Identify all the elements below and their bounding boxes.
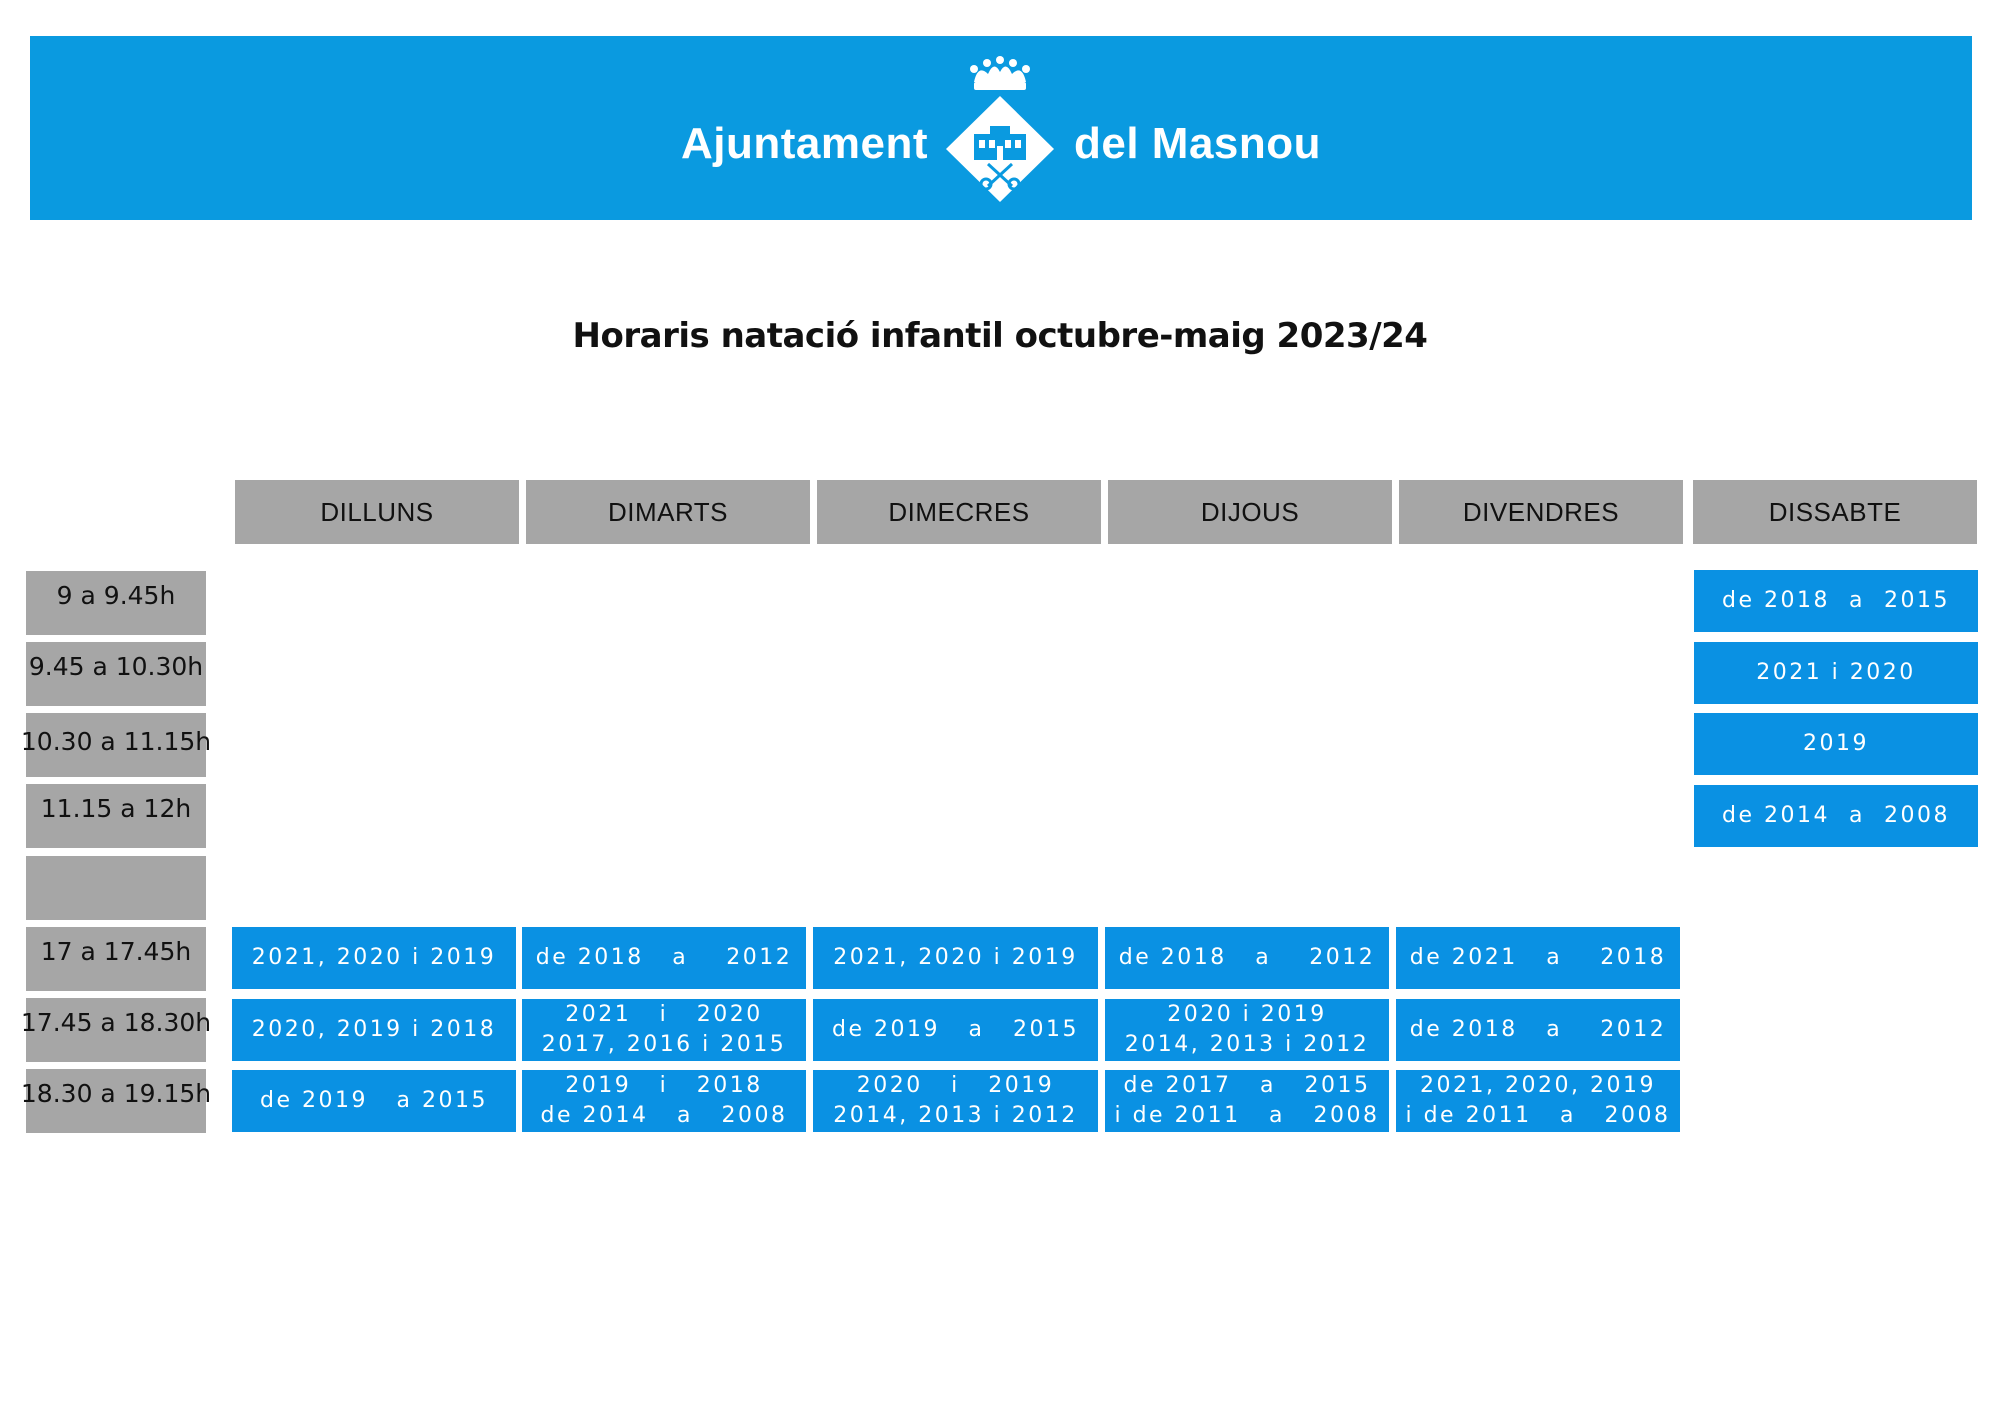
day-header-monday: DILLUNS <box>235 480 519 544</box>
session-cell-monday: 2020, 2019 i 2018 <box>232 999 516 1061</box>
session-cell-monday: de 2019 a 2015 <box>232 1070 516 1132</box>
session-cell-wednesday: de 2019 a 2015 <box>813 999 1098 1061</box>
session-cell-thursday: 2020 i 2019 2014, 2013 i 2012 <box>1105 999 1389 1061</box>
brand-name-left: Ajuntament <box>681 119 928 168</box>
session-cell-tuesday: de 2018 a 2012 <box>522 927 806 989</box>
session-cell-saturday: 2021 i 2020 <box>1694 642 1978 704</box>
session-cell-wednesday: 2020 i 2019 2014, 2013 i 2012 <box>813 1070 1098 1132</box>
time-slot-label: 18.30 a 19.15h <box>26 1069 206 1133</box>
session-cell-saturday: 2019 <box>1694 713 1978 775</box>
time-slot-label: 10.30 a 11.15h <box>26 713 206 777</box>
session-cell-friday: 2021, 2020, 2019 i de 2011 a 2008 <box>1396 1070 1680 1132</box>
time-slot-label: 11.15 a 12h <box>26 784 206 848</box>
time-slot-label-empty <box>26 856 206 920</box>
day-header-tuesday: DIMARTS <box>526 480 810 544</box>
session-cell-wednesday: 2021, 2020 i 2019 <box>813 927 1098 989</box>
day-header-saturday: DISSABTE <box>1693 480 1977 544</box>
day-header-friday: DIVENDRES <box>1399 480 1683 544</box>
session-cell-thursday: de 2017 a 2015 i de 2011 a 2008 <box>1105 1070 1389 1132</box>
time-slot-label: 17 a 17.45h <box>26 927 206 991</box>
session-cell-tuesday: 2021 i 2020 2017, 2016 i 2015 <box>522 999 806 1061</box>
brand-name-right: del Masnou <box>1074 119 1322 168</box>
session-cell-friday: de 2018 a 2012 <box>1396 999 1680 1061</box>
day-header-wednesday: DIMECRES <box>817 480 1101 544</box>
session-cell-thursday: de 2018 a 2012 <box>1105 927 1389 989</box>
session-cell-saturday: de 2018 a 2015 <box>1694 570 1978 632</box>
session-cell-friday: de 2021 a 2018 <box>1396 927 1680 989</box>
session-cell-saturday: de 2014 a 2008 <box>1694 785 1978 847</box>
session-cell-monday: 2021, 2020 i 2019 <box>232 927 516 989</box>
page-title: Horaris natació infantil octubre-maig 2023/24 <box>572 316 1428 356</box>
session-cell-tuesday: 2019 i 2018 de 2014 a 2008 <box>522 1070 806 1132</box>
time-slot-label: 17.45 a 18.30h <box>26 998 206 1062</box>
time-slot-label: 9 a 9.45h <box>26 571 206 635</box>
day-header-thursday: DIJOUS <box>1108 480 1392 544</box>
coat-of-arms-icon <box>944 52 1056 202</box>
time-slot-label: 9.45 a 10.30h <box>26 642 206 706</box>
